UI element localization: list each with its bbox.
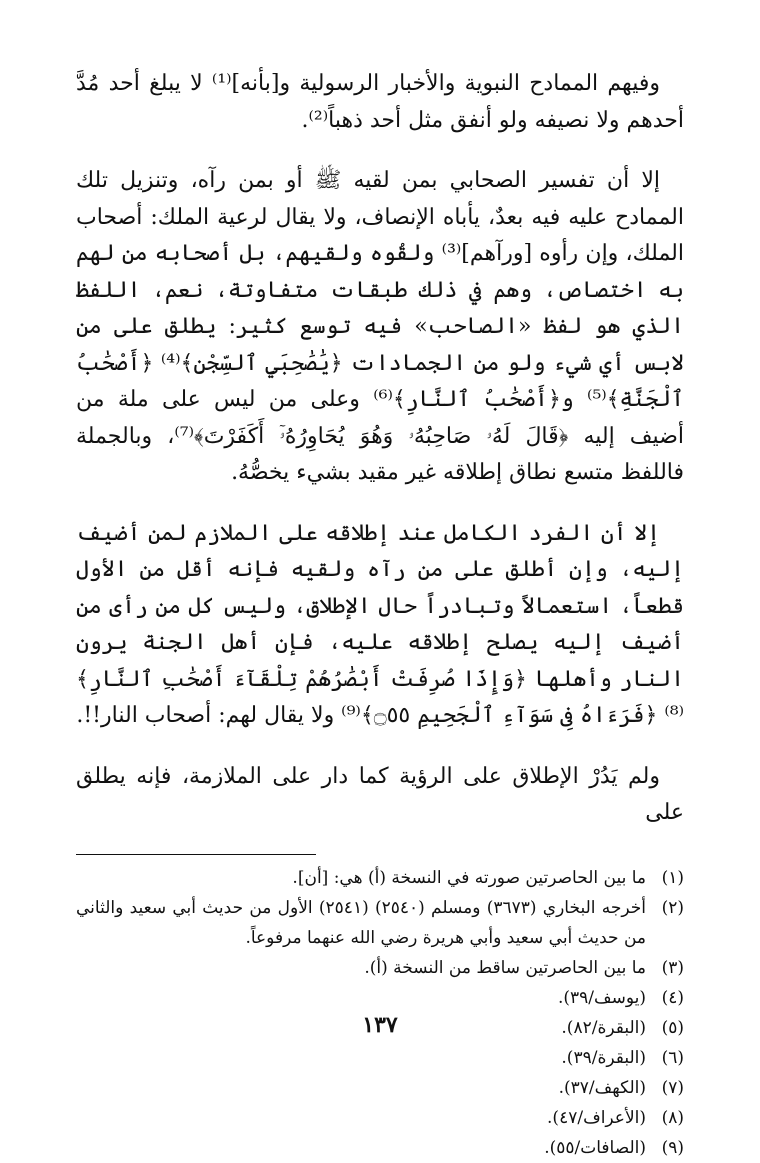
footnote-number: (٤) — [661, 987, 684, 1008]
footnote-divider — [76, 854, 316, 855]
footnote-2 — [76, 893, 684, 953]
footnote-8 — [76, 1103, 684, 1133]
footnote-3 — [76, 953, 684, 983]
footnote-1 — [76, 863, 684, 893]
paragraph-4: ولم يَدُرْ الإطلاق على الرؤية كما دار على الملازمة، فإنه يطلق على — [76, 763, 684, 825]
footnote-number: (١) — [661, 867, 684, 888]
footnote-4 — [76, 983, 684, 1013]
footnote-number: (٢) — [661, 897, 684, 918]
footnote-text: (الكهف/٣٧). — [558, 1077, 646, 1098]
footnote-7 — [76, 1073, 684, 1103]
footnote-text: ما بين الحاصرتين صورته في النسخة (أ) هي: [أن]. — [292, 867, 646, 888]
footnote-number: (٩) — [661, 1137, 684, 1158]
page-number: ١٣٧ — [362, 1012, 398, 1038]
footnote-number: (٥) — [661, 1017, 684, 1038]
footnote-number: (٦) — [661, 1047, 684, 1068]
footnote-text: ما بين الحاصرتين ساقط من النسخة (أ). — [364, 957, 646, 978]
footnote-text: (البقرة/٣٩). — [561, 1047, 646, 1068]
footnote-6 — [76, 1043, 684, 1073]
footnote-text: (الصافات/٥٥). — [544, 1137, 646, 1158]
footnote-9 — [76, 1133, 684, 1163]
paragraph-3: إلا أن الفرد الكامل عند إطلاقه على الملازم لمن أضيف إليه، وإن أطلق على من رآه ولقيه فإنه أقل من الأول قطعاً، استعمالاً وتبادراً حال الإطلاق، وليس كل من رأى من أضيف إليه يصلح إطلاقه عليه، فإن أهل الجنة يرون النار وأهلها ﴿وَإِذَا صُرِفَتْ أَبْصَٰرُهُمْ تِلْقَآءَ أَصْحَٰبِ ٱلنَّارِ﴾⁽⁸⁾ ﴿فَرَءَاهُ فِى سَوَآءِ ٱلْجَحِيمِ ۝٥٥﴾⁽⁹⁾ ولا يقال لهم: أصحاب النار!!. — [76, 520, 684, 728]
paragraph-1: وفيهم الممادح النبوية والأخبار الرسولية و[بأنه]⁽¹⁾ لا يبلغ أحد مُدَّ أحدهم ولا نصيفه ولو أنفق مثل أحد ذهباً⁽²⁾. — [76, 71, 684, 133]
main-text — [76, 66, 684, 832]
footnote-number: (٨) — [661, 1107, 684, 1128]
footnote-text: (البقرة/٨٢). — [561, 1017, 646, 1038]
footnote-text: (الأعراف/٤٧). — [547, 1107, 646, 1128]
footnote-text: (يوسف/٣٩). — [557, 987, 646, 1008]
footnote-number: (٣) — [661, 957, 684, 978]
footnote-text: أخرجه البخاري (٣٦٧٣) ومسلم (٢٥٤٠) (٢٥٤١) الأول من حديث أبي سعيد والثاني من حديث أبي سعيد وأبي هريرة رضي الله عنهما مرفوعاً. — [76, 897, 646, 948]
paragraph-2: إلا أن تفسير الصحابي بمن لقيه ﷺ أو بمن رآه، وتنزيل تلك الممادح عليه فيه بعدٌ، يأباه الإنصاف، ولا يقال لرعية الملك: أصحاب الملك، وإن رأوه [ورآهم]⁽³⁾ ولقُوه ولقيهم، بل أصحابه من لهم به اختصاص، وهم في ذلك طبقات متفاوتة، نعم، اللفظ الذي هو لفظ «الصاحب» فيه توسع كثير: يطلق على من لابس أي شيء ولو من الجمادات ﴿يَٰصَٰحِبَيِ ٱلسِّجْنِ﴾⁽⁴⁾ ﴿أَصْحَٰبُ ٱلْجَنَّةِ﴾⁽⁵⁾ و﴿أَصْحَٰبُ ٱلنَّارِ﴾⁽⁶⁾ وعلى من ليس على ملة من أضيف إليه ﴿قَالَ لَهُۥ صَاحِبُهُۥ وَهُوَ يُحَاوِرُهُۥٓ أَكَفَرْتَ﴾⁽⁷⁾، وبالجملة فاللفظ متسع نطاق إطلاقه غير مقيد بشيء يخصُّهُ. — [76, 168, 685, 485]
footnote-number: (٧) — [661, 1077, 684, 1098]
